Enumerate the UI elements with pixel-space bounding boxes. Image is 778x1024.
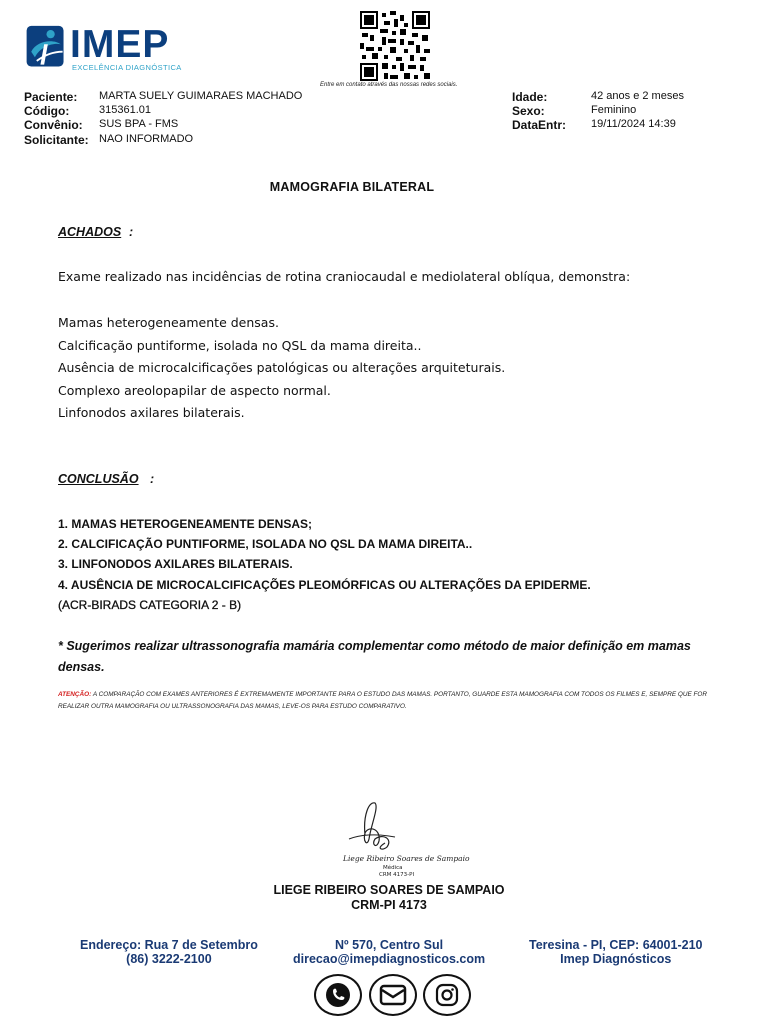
conclusion-item: 3. LINFONODOS AXILARES BILATERAIS. [58,557,293,572]
instagram-icon[interactable] [423,974,471,1016]
qr-caption: Entre em contato através das nossas redes sociais. [320,82,458,88]
qr-code-icon [360,11,430,81]
sex-value: Feminino [591,104,637,116]
birads-category: (ACR-BIRADS CATEGORIA 2 - B) [58,597,242,612]
recommendation-note: * Sugerimos realizar ultrassonografia mamária complementar como método de maior definição em mamas densas. [58,639,691,674]
footer-city [529,938,702,966]
finding-item: Mamas heterogeneamente densas. [58,315,279,330]
warning-text [58,689,723,713]
conclusion-item: 4. AUSÊNCIA DE MICROCALCIFICAÇÕES PLEOMÓRFICAS OU ALTERAÇÕES DA EPIDERME. [58,577,591,592]
conclusion-item: 1. MAMAS HETEROGENEAMENTE DENSAS; [58,517,313,531]
doctor-name: LIEGE RIBEIRO SOARES DE SAMPAIO [273,883,505,897]
footer-city-line: Teresina - PI, CEP: 64001-210 [529,938,703,952]
finding-item: Linfonodos axilares bilaterais. [58,405,245,420]
age-label: Idade: [512,90,548,104]
findings-intro: Exame realizado nas incidências de rotina craniocaudal e mediolateral oblíqua, demonstra: [58,269,631,284]
entry-date-label: DataEntr: [512,118,567,132]
footer-email[interactable]: direcao@imepdiagnosticos.com [293,952,486,966]
patient-code: 315361.01 [99,104,151,116]
insurance-value: SUS BPA - FMS [99,118,179,130]
footer-phone: (86) 3222-2100 [126,952,212,966]
signature-stamp-crm: CRM 4173-PI [379,872,415,878]
warning-body: A COMPARAÇÃO COM EXAMES ANTERIORES É EXTREMAMENTE IMPORTANTE PARA O ESTUDO DAS MAMAS. PORTANTO, GUARDE ESTA MAMOGRAFIA COM TODOS OS FILMES E, SEMPRE QUE FOR REALIZAR OUTRA MAMOGRAFIA OU ULTRASSONOGRAFIA DAS MAMAS, LEVE-OS PARA ESTUDO COMPARATIVO. [58,691,707,710]
imep-logo-mark [24,24,68,72]
entry-date-value: 19/11/2024 14:39 [591,118,676,130]
insurance-label: Convênio: [24,118,83,132]
findings-heading: ACHADOS [58,225,122,239]
signature-stamp-name: Liege Ribeiro Soares de Sampaio [343,854,470,863]
logo-subtitle: EXCELÊNCIA DIAGNÓSTICA [72,63,182,72]
age-value: 42 anos e 2 meses [591,90,684,102]
footer-number: Nº 570, Centro Sul [335,938,444,952]
conclusion-heading-colon: : [150,472,155,486]
requester-label: Solicitante: [24,133,89,147]
findings-heading-colon: : [129,225,134,239]
logo-text: IMEP [70,23,170,66]
requester-value: NAO INFORMADO [99,133,194,145]
report-title: MAMOGRAFIA BILATERAL [269,180,435,194]
finding-item: Calcificação puntiforme, isolada no QSL da mama direita.. [58,337,422,353]
footer-company: Imep Diagnósticos [560,952,672,966]
patient-name: MARTA SUELY GUIMARAES MACHADO [99,90,303,102]
warning-label: ATENÇÃO: [58,691,92,698]
conclusion-item: 2. CALCIFICAÇÃO PUNTIFORME, ISOLADA NO QSL DA MAMA DIREITA.. [58,537,473,552]
patient-name-label: Paciente: [24,90,78,104]
whatsapp-icon[interactable] [314,974,362,1016]
footer-contact [293,938,485,966]
doctor-crm: CRM-PI 4173 [351,898,427,912]
sex-label: Sexo: [512,104,545,118]
finding-item: Ausência de microcalcificações patológicas ou alterações arquiteturais. [58,360,506,375]
conclusion-heading: CONCLUSÃO [58,472,139,486]
patient-code-label: Código: [24,104,70,118]
email-icon[interactable] [369,974,417,1016]
footer-street: Endereço: Rua 7 de Setembro [80,938,258,952]
signature-stamp-role: Médica [383,865,403,871]
signature-image [335,795,470,878]
finding-item: Complexo areolopapilar de aspecto normal. [58,382,331,398]
footer-address [80,938,258,966]
